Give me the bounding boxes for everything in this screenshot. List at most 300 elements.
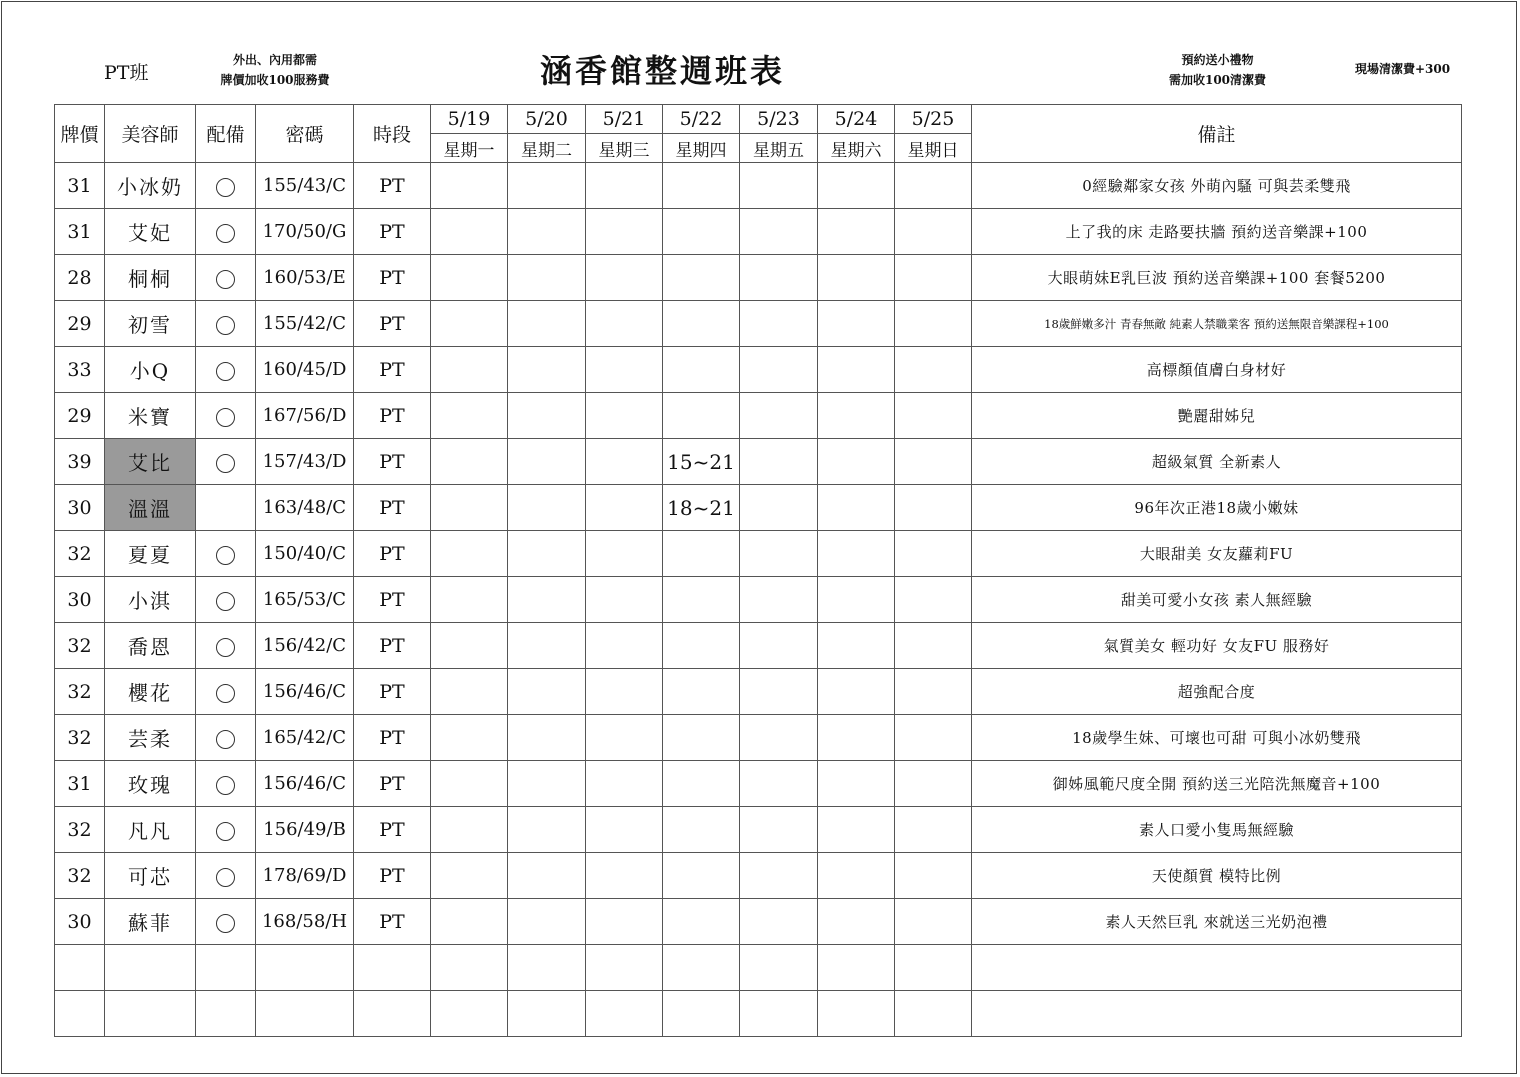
period-cell: PT	[354, 531, 431, 577]
equip-cell	[196, 163, 256, 209]
blank-row	[55, 991, 1462, 1037]
circle-mark-icon	[216, 408, 235, 427]
circle-mark-icon	[216, 270, 235, 289]
period-cell: PT	[354, 899, 431, 945]
shift-cell	[818, 853, 895, 899]
shift-cell	[895, 715, 972, 761]
table-row	[55, 577, 1462, 623]
empty-cell	[354, 991, 431, 1037]
remark-cell: 超強配合度	[972, 669, 1462, 715]
shift-cell	[586, 899, 663, 945]
period-cell: PT	[354, 761, 431, 807]
shift-cell	[586, 439, 663, 485]
col-header-date: 5/21	[586, 105, 663, 134]
circle-mark-icon	[216, 316, 235, 335]
shift-cell	[818, 301, 895, 347]
table-row	[55, 301, 1462, 347]
shift-cell	[818, 715, 895, 761]
shift-cell	[740, 715, 818, 761]
service-fee-note-line2: 牌價加收100服務費	[220, 73, 330, 87]
shift-cell	[818, 623, 895, 669]
price-cell: 31	[55, 163, 105, 209]
remark-cell: 天使顏質 模特比例	[972, 853, 1462, 899]
remark-cell: 大眼甜美 女友蘿莉FU	[972, 531, 1462, 577]
price-cell: 31	[55, 209, 105, 255]
shift-cell	[431, 439, 508, 485]
remark-cell: 艷麗甜姊兒	[972, 393, 1462, 439]
period-cell: PT	[354, 301, 431, 347]
name-cell: 桐桐	[105, 255, 196, 301]
name-cell: 凡凡	[105, 807, 196, 853]
code-cell: 168/58/H	[256, 899, 354, 945]
remark-cell: 超級氣質 全新素人	[972, 439, 1462, 485]
shift-cell	[895, 209, 972, 255]
remark-cell: 高標顏值膚白身材好	[972, 347, 1462, 393]
code-cell: 165/42/C	[256, 715, 354, 761]
col-header-name: 美容師	[105, 105, 196, 163]
circle-mark-icon	[216, 730, 235, 749]
code-cell: 156/46/C	[256, 761, 354, 807]
shift-cell	[431, 669, 508, 715]
name-cell: 喬恩	[105, 623, 196, 669]
table-row	[55, 439, 1462, 485]
shift-cell	[740, 301, 818, 347]
shift-cell	[895, 899, 972, 945]
shift-cell	[508, 163, 586, 209]
schedule-table	[54, 104, 1462, 1037]
empty-cell	[740, 991, 818, 1037]
equip-cell	[196, 531, 256, 577]
shift-cell	[431, 761, 508, 807]
period-cell: PT	[354, 347, 431, 393]
empty-cell	[105, 945, 196, 991]
remark-cell: 18歲鮮嫩多汁 青春無敵 純素人禁職業客 預約送無限音樂課程+100	[972, 301, 1462, 347]
shift-cell	[895, 301, 972, 347]
shift-cell	[508, 807, 586, 853]
shift-cell	[740, 439, 818, 485]
name-cell: 可芯	[105, 853, 196, 899]
shift-cell: 15~21	[663, 439, 740, 485]
circle-mark-icon	[216, 546, 235, 565]
shift-cell	[895, 485, 972, 531]
shift-cell	[740, 255, 818, 301]
price-cell: 39	[55, 439, 105, 485]
shift-cell	[663, 899, 740, 945]
table-row	[55, 623, 1462, 669]
shift-cell	[895, 623, 972, 669]
shift-cell	[818, 807, 895, 853]
shift-cell	[586, 853, 663, 899]
price-cell: 31	[55, 761, 105, 807]
equip-cell	[196, 853, 256, 899]
period-cell: PT	[354, 669, 431, 715]
shift-cell	[818, 899, 895, 945]
shift-cell	[431, 853, 508, 899]
table-row	[55, 715, 1462, 761]
table-row	[55, 761, 1462, 807]
shift-cell	[740, 209, 818, 255]
price-cell: 30	[55, 577, 105, 623]
equip-cell	[196, 899, 256, 945]
shift-cell	[431, 347, 508, 393]
circle-mark-icon	[216, 684, 235, 703]
shift-cell	[663, 301, 740, 347]
shift-cell	[586, 347, 663, 393]
shift-cell	[431, 393, 508, 439]
shift-cell	[586, 255, 663, 301]
name-cell: 小冰奶	[105, 163, 196, 209]
shift-cell	[740, 163, 818, 209]
empty-cell	[55, 945, 105, 991]
shift-cell	[431, 531, 508, 577]
shift-cell	[586, 485, 663, 531]
table-header	[55, 105, 1462, 163]
equip-cell	[196, 761, 256, 807]
shift-cell	[895, 347, 972, 393]
name-cell: 蘇菲	[105, 899, 196, 945]
empty-cell	[895, 945, 972, 991]
shift-cell	[508, 439, 586, 485]
empty-cell	[431, 945, 508, 991]
empty-cell	[818, 991, 895, 1037]
code-cell: 156/42/C	[256, 623, 354, 669]
name-cell: 夏夏	[105, 531, 196, 577]
price-cell: 29	[55, 393, 105, 439]
price-cell: 32	[55, 807, 105, 853]
code-cell: 155/42/C	[256, 301, 354, 347]
equip-cell	[196, 715, 256, 761]
price-cell: 32	[55, 853, 105, 899]
equip-cell	[196, 485, 256, 531]
code-cell: 170/50/G	[256, 209, 354, 255]
period-cell: PT	[354, 255, 431, 301]
equip-cell	[196, 301, 256, 347]
remark-cell: 上了我的床 走路要扶牆 預約送音樂課+100	[972, 209, 1462, 255]
period-cell: PT	[354, 163, 431, 209]
empty-cell	[105, 991, 196, 1037]
circle-mark-icon	[216, 362, 235, 381]
circle-mark-icon	[216, 638, 235, 657]
shift-cell	[818, 577, 895, 623]
shift-cell	[895, 807, 972, 853]
empty-cell	[972, 945, 1462, 991]
shift-cell	[818, 163, 895, 209]
shift-cell	[663, 623, 740, 669]
equip-cell	[196, 669, 256, 715]
shift-cell	[740, 577, 818, 623]
shift-cell	[740, 853, 818, 899]
shift-cell	[663, 761, 740, 807]
empty-cell	[818, 945, 895, 991]
empty-cell	[663, 945, 740, 991]
shift-cell	[508, 577, 586, 623]
circle-mark-icon	[216, 914, 235, 933]
shift-cell	[508, 623, 586, 669]
col-header-weekday: 星期五	[740, 134, 818, 163]
shift-cell	[895, 255, 972, 301]
shift-cell	[508, 209, 586, 255]
table-row	[55, 899, 1462, 945]
code-cell: 160/53/E	[256, 255, 354, 301]
shift-cell	[818, 531, 895, 577]
empty-cell	[972, 991, 1462, 1037]
service-fee-note-line1: 外出、內用都需	[232, 53, 317, 67]
col-header-date: 5/23	[740, 105, 818, 134]
empty-cell	[586, 991, 663, 1037]
col-header-equip: 配備	[196, 105, 256, 163]
shift-cell	[508, 301, 586, 347]
shift-cell	[586, 807, 663, 853]
shift-cell	[895, 393, 972, 439]
shift-cell	[508, 347, 586, 393]
shift-cell	[740, 807, 818, 853]
shift-cell	[895, 531, 972, 577]
col-header-date: 5/24	[818, 105, 895, 134]
table-row	[55, 485, 1462, 531]
shift-cell	[663, 577, 740, 623]
shift-cell	[508, 531, 586, 577]
name-cell: 艾比	[105, 439, 196, 485]
price-cell: 32	[55, 669, 105, 715]
circle-mark-icon	[216, 776, 235, 795]
shift-cell	[818, 669, 895, 715]
shift-cell	[586, 301, 663, 347]
price-cell: 32	[55, 623, 105, 669]
col-header-code: 密碼	[256, 105, 354, 163]
name-cell: 溫溫	[105, 485, 196, 531]
col-header-weekday: 星期三	[586, 134, 663, 163]
name-cell: 玫瑰	[105, 761, 196, 807]
shift-cell	[586, 577, 663, 623]
period-cell: PT	[354, 715, 431, 761]
table-body	[55, 163, 1462, 1037]
blank-row	[55, 945, 1462, 991]
remark-cell: 0經驗鄰家女孩 外萌內騷 可與芸柔雙飛	[972, 163, 1462, 209]
period-cell: PT	[354, 577, 431, 623]
page-title: 涵香館整週班表	[539, 52, 785, 90]
shift-cell	[740, 485, 818, 531]
remark-cell: 氣質美女 輕功好 女友FU 服務好	[972, 623, 1462, 669]
col-header-period: 時段	[354, 105, 431, 163]
code-cell: 160/45/D	[256, 347, 354, 393]
shift-cell	[586, 393, 663, 439]
shift-cell	[895, 761, 972, 807]
shift-cell	[740, 623, 818, 669]
shift-cell	[431, 623, 508, 669]
shift-cell: 18~21	[663, 485, 740, 531]
col-header-weekday: 星期二	[508, 134, 586, 163]
col-header-weekday: 星期一	[431, 134, 508, 163]
table-row	[55, 347, 1462, 393]
shift-cell	[431, 209, 508, 255]
circle-mark-icon	[216, 822, 235, 841]
table-row	[55, 853, 1462, 899]
shift-cell	[740, 899, 818, 945]
shift-cell	[895, 439, 972, 485]
period-cell: PT	[354, 807, 431, 853]
remark-cell: 素人天然巨乳 來就送三光奶泡禮	[972, 899, 1462, 945]
shift-cell	[895, 853, 972, 899]
equip-cell	[196, 255, 256, 301]
table-row	[55, 807, 1462, 853]
shift-cell	[586, 669, 663, 715]
period-cell: PT	[354, 623, 431, 669]
empty-cell	[508, 991, 586, 1037]
equip-cell	[196, 209, 256, 255]
name-cell: 小Q	[105, 347, 196, 393]
shift-cell	[431, 485, 508, 531]
empty-cell	[431, 991, 508, 1037]
empty-cell	[196, 945, 256, 991]
gift-note	[1145, 50, 1290, 90]
table-row	[55, 255, 1462, 301]
period-cell: PT	[354, 853, 431, 899]
shift-cell	[586, 715, 663, 761]
remark-cell: 大眼萌妹E乳巨波 預約送音樂課+100 套餐5200	[972, 255, 1462, 301]
empty-cell	[256, 991, 354, 1037]
shift-cell	[431, 715, 508, 761]
shift-cell	[431, 807, 508, 853]
empty-cell	[55, 991, 105, 1037]
shift-cell	[508, 485, 586, 531]
empty-cell	[508, 945, 586, 991]
shift-cell	[818, 761, 895, 807]
period-cell: PT	[354, 393, 431, 439]
shift-cell	[663, 255, 740, 301]
shift-cell	[895, 669, 972, 715]
col-header-weekday: 星期六	[818, 134, 895, 163]
shift-cell	[740, 669, 818, 715]
code-cell: 155/43/C	[256, 163, 354, 209]
name-cell: 初雪	[105, 301, 196, 347]
shift-cell	[740, 347, 818, 393]
remark-cell: 18歲學生妹、可壞也可甜 可與小冰奶雙飛	[972, 715, 1462, 761]
remark-cell: 御姊風範尺度全開 預約送三光陪洗無魔音+100	[972, 761, 1462, 807]
shift-cell	[508, 761, 586, 807]
shift-cell	[818, 347, 895, 393]
shift-cell	[818, 485, 895, 531]
code-cell: 163/48/C	[256, 485, 354, 531]
circle-mark-icon	[216, 178, 235, 197]
shift-cell	[740, 531, 818, 577]
col-header-date: 5/19	[431, 105, 508, 134]
price-cell: 28	[55, 255, 105, 301]
shift-cell	[431, 255, 508, 301]
equip-cell	[196, 807, 256, 853]
empty-cell	[196, 991, 256, 1037]
col-header-weekday: 星期四	[663, 134, 740, 163]
code-cell: 156/46/C	[256, 669, 354, 715]
equip-cell	[196, 577, 256, 623]
shift-cell	[663, 669, 740, 715]
shift-cell	[818, 439, 895, 485]
code-cell: 157/43/D	[256, 439, 354, 485]
price-cell: 33	[55, 347, 105, 393]
shift-cell	[508, 393, 586, 439]
name-cell: 米寶	[105, 393, 196, 439]
price-cell: 32	[55, 531, 105, 577]
shift-cell	[663, 209, 740, 255]
shift-cell	[586, 623, 663, 669]
table-row	[55, 163, 1462, 209]
shift-cell	[431, 577, 508, 623]
shift-cell	[508, 255, 586, 301]
price-cell: 32	[55, 715, 105, 761]
col-header-remark: 備註	[972, 105, 1462, 163]
shift-cell	[586, 209, 663, 255]
price-cell: 30	[55, 485, 105, 531]
class-label: PT班	[104, 62, 149, 84]
name-cell: 小淇	[105, 577, 196, 623]
shift-cell	[895, 577, 972, 623]
remark-cell: 素人口愛小隻馬無經驗	[972, 807, 1462, 853]
equip-cell	[196, 393, 256, 439]
shift-cell	[508, 853, 586, 899]
service-fee-note	[205, 50, 345, 90]
shift-cell	[431, 899, 508, 945]
shift-cell	[818, 209, 895, 255]
shift-cell	[740, 393, 818, 439]
shift-cell	[586, 163, 663, 209]
name-cell: 艾妃	[105, 209, 196, 255]
shift-cell	[663, 715, 740, 761]
empty-cell	[740, 945, 818, 991]
circle-mark-icon	[216, 454, 235, 473]
price-cell: 29	[55, 301, 105, 347]
code-cell: 150/40/C	[256, 531, 354, 577]
table-row	[55, 669, 1462, 715]
equip-cell	[196, 347, 256, 393]
code-cell: 156/49/B	[256, 807, 354, 853]
code-cell: 178/69/D	[256, 853, 354, 899]
circle-mark-icon	[216, 868, 235, 887]
period-cell: PT	[354, 485, 431, 531]
shift-cell	[663, 807, 740, 853]
period-cell: PT	[354, 209, 431, 255]
shift-cell	[663, 347, 740, 393]
name-cell: 櫻花	[105, 669, 196, 715]
empty-cell	[354, 945, 431, 991]
shift-cell	[431, 163, 508, 209]
shift-cell	[508, 899, 586, 945]
equip-cell	[196, 439, 256, 485]
shift-cell	[740, 761, 818, 807]
gift-note-line1: 預約送小禮物	[1181, 53, 1254, 67]
remark-cell: 甜美可愛小女孩 素人無經驗	[972, 577, 1462, 623]
equip-cell	[196, 623, 256, 669]
col-header-date: 5/20	[508, 105, 586, 134]
col-header-weekday: 星期日	[895, 134, 972, 163]
code-cell: 165/53/C	[256, 577, 354, 623]
circle-mark-icon	[216, 592, 235, 611]
name-cell: 芸柔	[105, 715, 196, 761]
shift-cell	[586, 761, 663, 807]
table-row	[55, 209, 1462, 255]
shift-cell	[895, 163, 972, 209]
shift-cell	[818, 393, 895, 439]
col-header-date: 5/25	[895, 105, 972, 134]
col-header-price: 牌價	[55, 105, 105, 163]
shift-cell	[663, 853, 740, 899]
price-cell: 30	[55, 899, 105, 945]
shift-cell	[663, 163, 740, 209]
shift-cell	[508, 715, 586, 761]
shift-cell	[663, 531, 740, 577]
circle-mark-icon	[216, 224, 235, 243]
shift-cell	[586, 531, 663, 577]
empty-cell	[663, 991, 740, 1037]
shift-cell	[508, 669, 586, 715]
